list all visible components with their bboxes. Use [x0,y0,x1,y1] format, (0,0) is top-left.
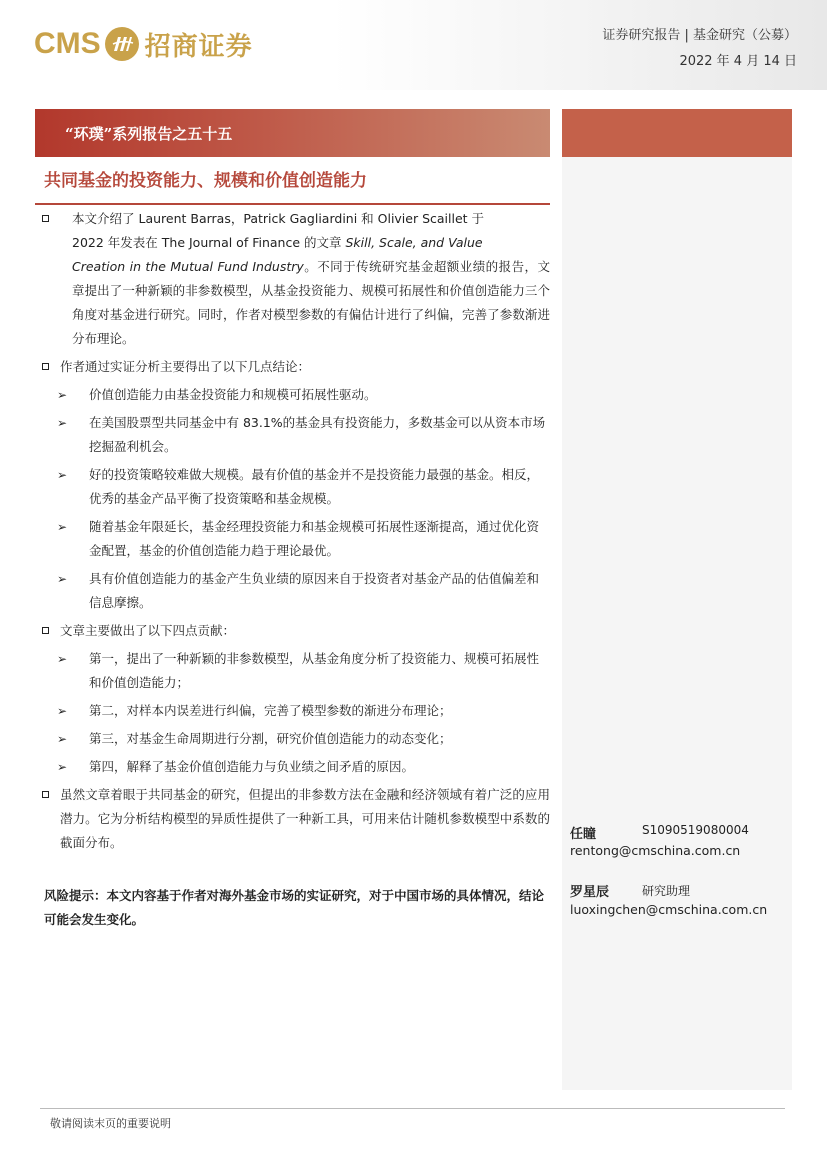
series-title: “环璞”系列报告之五十五 [65,125,233,143]
analyst-email[interactable]: luoxingchen@cmschina.com.cn [570,902,768,917]
analyst-role: 研究助理 [642,884,691,898]
summary-paragraph-closing: 虽然文章着眼于共同基金的研究，但提出的非参数方法在金融和经济领域有着广泛的应用潜力。它为分析结构模型的异质性提供了一种新工具，可用来估计随机参数模型中系数的截面分布。 [40,783,550,855]
analyst-email[interactable]: rentong@cmschina.com.cn [570,843,741,858]
logo-chinese-name: 招商证券 [144,31,253,62]
analyst-certificate-id: S1090519080004 [642,823,749,837]
arrow-bullet-icon: ➢ [57,520,68,534]
analyst-name: 罗星辰 [570,885,610,900]
footer-notice: 敬请阅读末页的重要说明 [50,1117,171,1130]
summary-paragraph-intro [40,207,550,351]
arrow-bullet-icon: ➢ [57,704,68,718]
risk-warning: 风险提示：本文内容基于作者对海外基金市场的实证研究，对于中国市场的具体情况，结论可能会发生变化。 [44,888,545,927]
intro-line-2: 2022 年发表在 The Journal of Finance 的文章 [72,235,346,250]
page-header [0,0,827,90]
series-banner [35,109,550,157]
contribution-item: ➢ 第一，提出了一种新颖的非参数模型，从基金角度分析了投资能力、规模可拓展性和价值创造能力； [40,647,550,695]
contribution-item: ➢ 第四，解释了基金价值创造能力与负业绩之间矛盾的原因。 [40,755,550,779]
side-banner [562,109,792,157]
report-date: 2022 年 4 月 14 日 [679,54,797,69]
arrow-bullet-icon: ➢ [57,468,68,482]
intro-rest: 。不同于传统研究基金超额业绩的报告，文章提出了一种新颖的非参数模型，从基金投资能力、规模可拓展性和价值创造能力三个角度对基金进行研究。同时，作者对模型参数的有偏估计进行了纠偏，完善了参数渐进分布理论。 [72,259,550,346]
report-title: 共同基金的投资能力、规模和价值创造能力 [44,171,367,191]
contribution-item: ➢ 第三，对基金生命周期进行分割，研究价值创造能力的动态变化； [40,727,550,751]
arrow-bullet-icon: ➢ [57,760,68,774]
logo-text: CMS [34,27,101,60]
arrow-bullet-icon: ➢ [57,732,68,746]
cms-logo [34,22,253,66]
arrow-bullet-icon: ➢ [57,652,68,666]
contributions-intro: 文章主要做出了以下四点贡献： [40,619,550,643]
report-type: 证券研究报告 | 基金研究（公募） [602,28,797,43]
article-title-part-2: Creation in the Mutual Fund Industry [72,259,304,274]
report-summary [40,205,550,855]
square-bullet-icon [42,363,49,370]
conclusion-item: ➢ 具有价值创造能力的基金产生负业绩的原因来自于投资者对基金产品的估值偏差和信息摩擦。 [40,567,550,615]
intro-line-1: 本文介绍了 Laurent Barras，Patrick Gagliardini 和 Olivier Scaillet 于 [72,211,485,226]
arrow-bullet-icon: ➢ [57,416,68,430]
analyst-side-panel [562,157,792,1090]
square-bullet-icon [42,215,49,222]
square-bullet-icon [42,627,49,634]
conclusion-item: ➢ 价值创造能力由基金投资能力和规模可拓展性驱动。 [40,383,550,407]
arrow-bullet-icon: ➢ [57,572,68,586]
conclusions-intro: 作者通过实证分析主要得出了以下几点结论： [40,355,550,379]
conclusion-item: ➢ 好的投资策略较难做大规模。最有价值的基金并不是投资能力最强的基金。相反，优秀的基金产品平衡了投资策略和基金规模。 [40,463,550,511]
conclusion-item: ➢ 在美国股票型共同基金中有 83.1%的基金具有投资能力，多数基金可以从资本市场挖掘盈利机会。 [40,411,550,459]
analyst-name: 任瞳 [570,827,597,842]
square-bullet-icon [42,791,49,798]
conclusion-item: ➢ 随着基金年限延长，基金经理投资能力和基金规模可拓展性逐渐提高，通过优化资金配置，基金的价值创造能力趋于理论最优。 [40,515,550,563]
logo-emblem-icon [105,27,139,61]
footer-divider [40,1108,785,1109]
arrow-bullet-icon: ➢ [57,388,68,402]
article-title-part-1: Skill, Scale, and Value [345,235,483,250]
contribution-item: ➢ 第二，对样本内误差进行纠偏，完善了模型参数的渐进分布理论； [40,699,550,723]
